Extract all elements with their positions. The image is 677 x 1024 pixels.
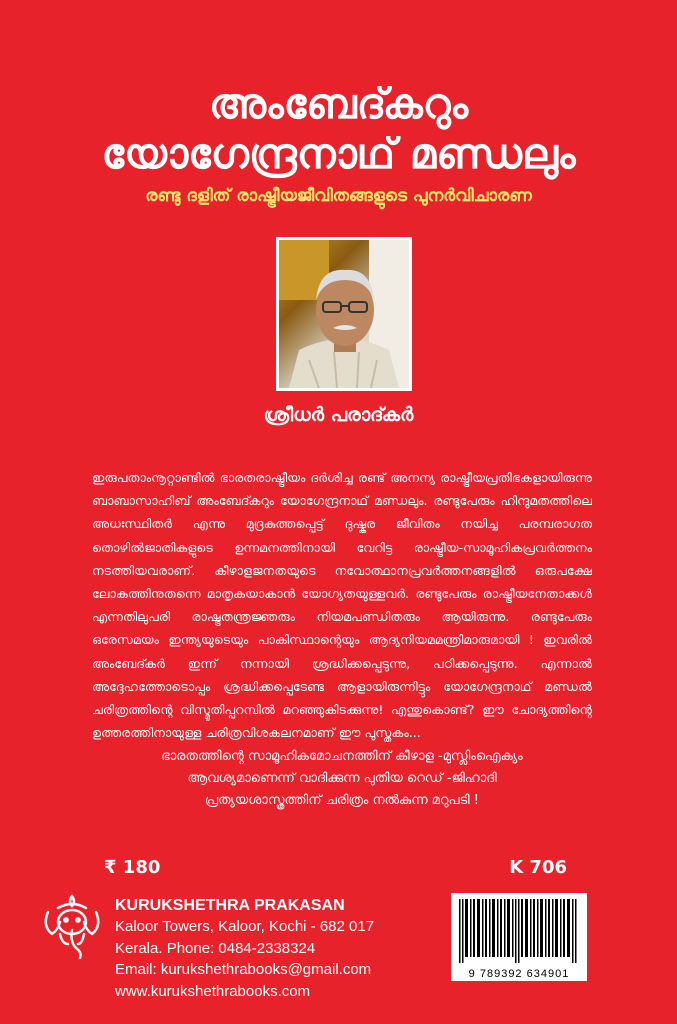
tagline-line: ആവശ്യമാണെന്ന് വാദിക്കുന്ന പുതിയ റെഡ് -ജിഹാദി <box>187 771 497 786</box>
publisher-info <box>115 895 445 1002</box>
author-photo <box>279 240 409 388</box>
author-portrait-illustration <box>279 240 409 388</box>
publisher-address-line-1: Kaloor Towers, Kaloor, Kochi - 682 017 <box>115 918 375 935</box>
isbn-barcode <box>451 893 587 981</box>
book-title-line-1: അംബേദ്കറും <box>208 79 469 128</box>
book-subtitle: രണ്ടു ദളിത് രാഷ്ട്രീയജീവിതങ്ങളുടെ പുനർവിചാരണ <box>145 186 532 206</box>
barcode-bars <box>457 899 581 963</box>
tagline-line: ഭാരതത്തിന്റെ സാമൂഹികമോചനത്തിന് കീഴാള -മുസ്ലിംഐക്യം <box>161 749 523 764</box>
price: ₹ 180 <box>104 857 161 878</box>
publisher-address-line-2: Kerala. Phone: 0484-2338324 <box>115 939 316 957</box>
publisher-name: KURUKSHETHRA PRAKASAN <box>115 897 345 914</box>
blurb-text: ഇരുപതാംനൂറ്റാണ്ടിൽ ഭാരതരാഷ്ട്രീയം ദർശിച്ച രണ്ട് അനന്യ രാഷ്ട്രീയപ്രതിഭകളായിരുന്നു ബാബാസാഹിബ് അംബേദ്കറും യോഗേന്ദ്രനാഥ് മണ്ഡലും. രണ്ടുപേരും ഹിന്ദുമതത്തിലെ അധഃസ്ഥിതർ എന്നു മുദ്രകുത്തപ്പെട്ട് ദുഷ്കര ജീവിതം നയിച്ച പരമ്പരാഗത തൊഴിൽജാതികളുടെ ഉന്നമനത്തിനായി വേറിട്ട രാഷ്ട്രീയ-സാമൂഹികപ്രവർത്തനം നടത്തിയവരാണ്. കീഴാളജനതയുടെ നവോത്ഥാനപ്രവർത്തനങ്ങളിൽ ഒരുപക്ഷേ ലോകത്തിനുതന്നെ മാതൃകയാകാൻ യോഗ്യതയുള്ളവർ. രണ്ടുപേരും രാഷ്ട്രീയനേതാക്കൾ എന്നതിലുപരി രാഷ്ട്രതന്ത്രജ്ഞരും നിയമപണ്ഡിതരും ആയിരുന്നു. രണ്ടുപേരും ഒരേസമയം ഇന്ത്യയുടെയും പാകിസ്ഥാന്റെയും ആദ്യനിയമമന്ത്രിമാരുമായി ! ഇവരിൽ അംബേദ്കർ ഇന്ന് നന്നായി ശ്രദ്ധിക്കപ്പെടുന്നു, പഠിക്കപ്പെടുന്നു. എന്നാൽ അദ്ദേഹത്തോടൊപ്പം ശ്രദ്ധിക്കപ്പെടേണ്ട ആളായിരുന്നിട്ടും യോഗേന്ദ്രനാഥ് മണ്ഡൽ ചരിത്രത്തിന്റെ വിസ്മൃതിപ്പറമ്പിൽ മറഞ്ഞുകിടക്കുന്നു! എന്തുകൊണ്ട്? ഈ ചോദ്യത്തിന്റെ ഉത്തരത്തിനായുള്ള ചരിത്രവിശകലനമാണ് ഈ പുസ്തകം... <box>92 470 592 741</box>
book-code: K 706 <box>509 857 567 878</box>
tagline-line: പ്രത്യയശാസ്ത്രത്തിന് ചരിത്രം നൽകുന്ന മറുപടി ! <box>205 793 479 808</box>
tagline <box>92 746 592 812</box>
publisher-website: www.kurukshethrabooks.com <box>115 982 311 1000</box>
ganesha-logo-icon <box>40 890 104 962</box>
author-photo-frame <box>276 237 412 391</box>
publisher-email: Email: kurukshethrabooks@gmail.com <box>115 961 372 978</box>
book-title-line-2: യോഗേന്ദ്രനാഥ് മണ്ഡലും <box>101 129 576 178</box>
isbn-digits: 9 789392 634901 <box>468 968 570 980</box>
author-name: ശ്രീധർ പരാദ്കർ <box>263 404 414 426</box>
